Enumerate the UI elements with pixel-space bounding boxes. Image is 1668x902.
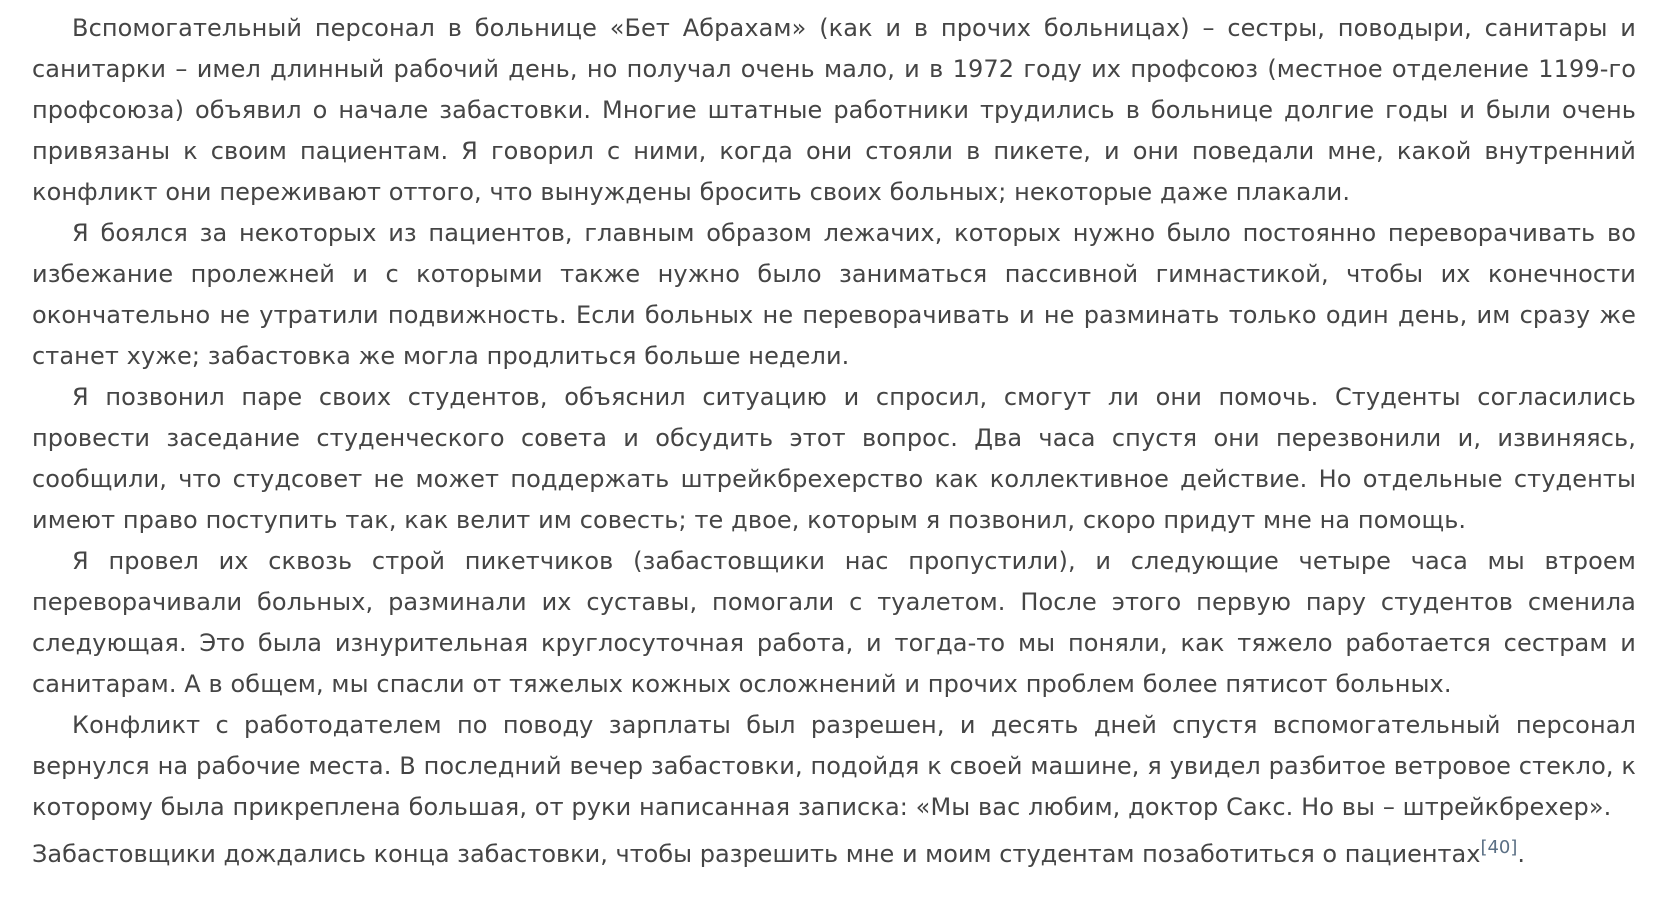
paragraph-bedridden-patients: Я боялся за некоторых из пациентов, главным образом лежачих, которых нужно было постоянно переворачивать во избежание пролежней и с которыми также нужно было заниматься пассивной гимнастикой, чтобы их конечности окончательно не утратили подвижность. Если больных не переворачивать и не разминать только один день, им сразу же станет хуже; забастовка же могла продлиться больше недели. — [32, 219, 1636, 370]
paragraph-picket-line: Я провел их сквозь строй пикетчиков (забастовщики нас пропустили), и следующие четыре часа мы втроем переворачивали больных, разминали их суставы, помогали с туалетом. После этого первую пару студентов сменила следующая. Это была изнурительная круглосуточная работа, и тогда-то мы поняли, как тяжело работается сестрам и санитарам. А в общем, мы спасли от тяжелых кожных осложнений и прочих проблем более пятисот больных. — [32, 547, 1636, 698]
paragraph-strike-end: Конфликт с работодателем по поводу зарплаты был разрешен, и десять дней спустя вспомогательный персонал вернулся на рабочие места. В последний вечер забастовки, подойдя к своей машине, я увидел разбитое ветровое стекло, к которому была прикреплена большая, от руки написанная записка: «Мы вас любим, доктор Сакс. Но вы – штрейкбрехер». — [32, 711, 1636, 821]
paragraph-students-call: Я позвонил паре своих студентов, объяснил ситуацию и спросил, смогут ли они помочь. Студенты согласились провести заседание студенческого совета и обсудить этот вопрос. Два часа спустя они перезвонили и, извиняясь, сообщили, что студсовет не может поддержать штрейкбрехерство как коллективное действие. Но отдельные студенты имеют право поступить так, как велит им совесть; те двое, которым я позвонил, скоро придут мне на помощь. — [32, 383, 1636, 534]
paragraph-staff-strike: Вспомогательный персонал в больнице «Бет Абрахам» (как и в прочих больницах) – сестры, поводыри, санитары и санитарки – имел длинный рабочий день, но получал очень мало, и в 1972 году их профсоюз (местное отделение 1199-го профсоюза) объявил о начале забастовки. Многие штатные работники трудились в больнице долгие годы и были очень привязаны к своим пациентам. Я говорил с ними, когда они стояли в пикете, и они поведали мне, какой внутренний конфликт они переживают оттого, что вынуждены бросить своих больных; некоторые даже плакали. — [32, 14, 1636, 206]
paragraph-closing-line — [32, 834, 1636, 875]
footnote-reference-link[interactable]: [40] — [1480, 837, 1518, 858]
closing-line-text: Забастовщики дождались конца забастовки, чтобы разрешить мне и моим студентам позаботиться о пациентах — [32, 840, 1481, 868]
closing-line-period: . — [1517, 840, 1526, 868]
